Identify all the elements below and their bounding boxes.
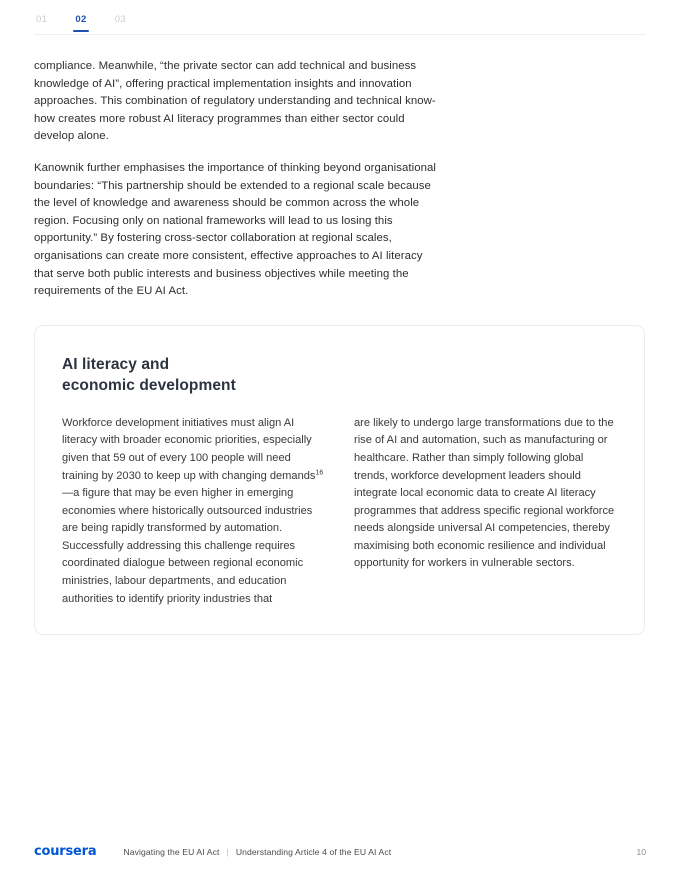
tab-01[interactable] [34, 14, 49, 32]
card-title-line-2: economic development [62, 377, 236, 395]
card-title-line-1: AI literacy and [62, 355, 170, 373]
footer-section-title: Understanding Article 4 of the EU AI Act [235, 847, 392, 857]
footer-document-title: Navigating the EU AI Act [123, 847, 220, 857]
tab-01-label: 01 [36, 14, 48, 25]
card-left-text-a: Workforce development initiatives must align AI literacy with broader economic priorities, especially given that 59 out of every 100 people will need training by 2030 to keep up with changing demands [62, 416, 316, 482]
highlight-card [34, 325, 645, 636]
tab-divider [34, 34, 646, 35]
tab-03[interactable] [113, 14, 128, 32]
footer-breadcrumb [123, 847, 391, 857]
card-title [62, 354, 617, 397]
tab-02-label: 02 [75, 14, 87, 25]
tab-02[interactable] [73, 14, 88, 32]
card-left-text [62, 415, 325, 609]
tab-03-label: 03 [114, 14, 127, 25]
active-tab-indicator [73, 30, 88, 33]
body-paragraph-2: Kanownik further emphasises the importance of thinking beyond organisational boundaries: “This partnership should be extended to a regional scale because the level of knowledge and awareness should be common across the whole region. Focusing only on national frameworks will lead to us losing this opportunity.” By fostering cross-sector collaboration at regional scales, organisations can create more consistent, effective approaches to AI literacy that serve both public interests and business objectives while meeting the requirements of the EU AI Act. [34, 161, 436, 298]
card-left-text-b: —a figure that may be even higher in emerging economies where historically outsourced industries are being rapidly transformed by automation. Successfully addressing this challenge requires coordinated dialogue between regional economic ministries, labour departments, and education authorities to identify priority industries that [62, 487, 313, 605]
body-paragraph-1: compliance. Meanwhile, “the private sector can add technical and business knowledge of AI”, offering practical implementation insights and innovation approaches. This combination of regulatory understanding and technical know-how creates more robust AI literacy programmes than either sector could develop alone. [34, 60, 436, 143]
footnote-marker[interactable]: 16 [315, 468, 324, 476]
card-column-right [354, 415, 617, 609]
card-columns [62, 415, 617, 609]
footer-separator: | [226, 847, 229, 857]
card-right-text: are likely to undergo large transformations due to the rise of AI and automation, such as manufacturing or healthcare. Rather than simply following global trends, workforce development leaders should integrate local economic data to create AI literacy programmes that address specific regional workforce needs alongside universal AI competencies, thereby maximising both economic resilience and individual opportunity for workers in vulnerable sectors. [354, 416, 615, 570]
main-content [34, 40, 646, 880]
tab-list [34, 14, 646, 34]
coursera-logo: coursera [34, 844, 97, 859]
page-number: 10 [636, 847, 646, 857]
section-tab-strip [34, 14, 646, 40]
page-footer [34, 844, 646, 860]
card-column-left [62, 415, 325, 609]
